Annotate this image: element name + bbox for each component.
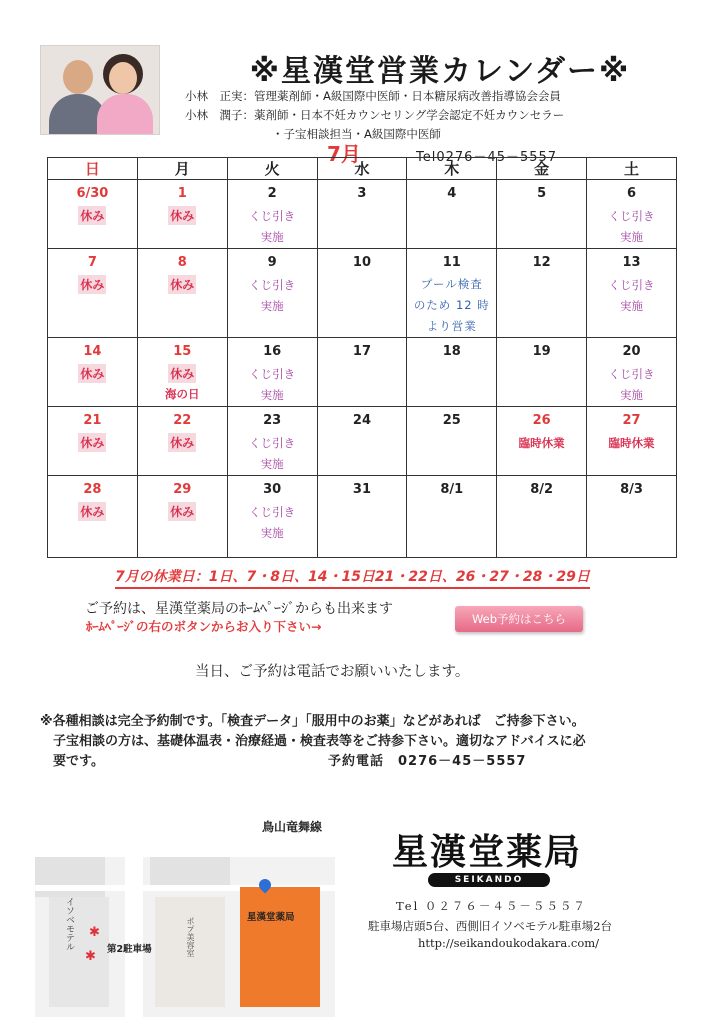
pharmacy-building — [240, 887, 320, 1007]
temporary-closure: 臨時休業 — [518, 436, 565, 450]
day-number: 20 — [622, 344, 641, 359]
weekday-wed: 水 — [317, 158, 407, 180]
day-number: 13 — [622, 255, 641, 270]
closed-label: 休み — [168, 433, 196, 452]
lottery-note: くじ引き 実施 — [608, 209, 655, 244]
lottery-note: くじ引き 実施 — [249, 209, 296, 244]
day-cell — [227, 249, 317, 338]
day-number: 18 — [442, 344, 461, 359]
day-cell — [137, 407, 227, 476]
day-cell — [48, 249, 138, 338]
consultation-note-3: 要です。 — [53, 754, 104, 769]
weekday-header — [48, 158, 677, 180]
closed-label: 休み — [78, 502, 106, 521]
day-cell — [407, 249, 497, 338]
temporary-closure: 臨時休業 — [608, 436, 655, 450]
day-number: 14 — [83, 344, 102, 359]
day-cell — [317, 338, 407, 407]
day-cell — [137, 338, 227, 407]
week-row — [48, 249, 677, 338]
day-number: 22 — [173, 413, 192, 428]
closed-label: 休み — [78, 364, 106, 383]
closed-label: 休み — [78, 433, 106, 452]
day-cell — [587, 249, 677, 338]
day-cell — [407, 180, 497, 249]
day-number: 15 — [173, 344, 192, 359]
day-cell — [587, 180, 677, 249]
parking-star-icon: ✱ — [89, 925, 100, 940]
consultation-note-2: 子宝相談の方は、基礎体温表・治療経過・検査表等をご持参下さい。適切なアドバイスに必 — [53, 734, 586, 749]
day-cell — [317, 476, 407, 558]
weekday-tue: 火 — [227, 158, 317, 180]
day-number: 1 — [177, 186, 187, 201]
web-reservation-button[interactable]: Web予約はこちら — [455, 606, 583, 632]
reservation-info: ご予約は、星漢堂薬局のﾎｰﾑﾍﾟｰｼﾞからも出来ます — [85, 601, 393, 617]
day-number: 4 — [447, 186, 457, 201]
day-cell — [317, 249, 407, 338]
business-calendar — [47, 157, 677, 558]
closed-days-summary: 7月の休業日：1日、7・8日、14・15日21・22日、26・27・28・29日 — [115, 566, 590, 586]
footer-parking: 駐車場店頭5台、西側旧イソベモテル駐車場2台 — [368, 919, 613, 933]
staff-line-3: ・子宝相談担当・A級国際中医師 — [272, 127, 441, 141]
road-label: 鳥山竜舞線 — [262, 820, 323, 834]
lottery-note: くじ引き 実施 — [608, 367, 655, 402]
motel-map-label: イソベモテル — [64, 897, 74, 951]
footer-url[interactable]: http://seikandoukodakara.com/ — [418, 936, 600, 950]
day-number: 16 — [263, 344, 282, 359]
weekday-sun: 日 — [48, 158, 138, 180]
day-cell — [587, 338, 677, 407]
lottery-note: くじ引き 実施 — [608, 278, 655, 313]
day-cell — [317, 407, 407, 476]
day-cell — [137, 476, 227, 558]
lottery-note: くじ引き 実施 — [249, 505, 296, 540]
day-number: 28 — [83, 482, 102, 497]
weekday-mon: 月 — [137, 158, 227, 180]
pool-inspection-note: プール検査 のため 12 時 より営業 — [413, 277, 490, 333]
day-number: 9 — [267, 255, 277, 270]
day-cell — [48, 180, 138, 249]
day-cell — [407, 476, 497, 558]
day-cell — [497, 407, 587, 476]
header-phone: Tel0276－45－5557 — [416, 150, 558, 165]
day-cell — [497, 249, 587, 338]
day-cell — [497, 180, 587, 249]
day-number: 26 — [532, 413, 551, 428]
closed-label: 休み — [168, 275, 196, 294]
day-cell — [227, 476, 317, 558]
week-row — [48, 338, 677, 407]
logo-subtitle: SEIKANDO — [428, 873, 550, 887]
day-number: 6 — [627, 186, 637, 201]
day-cell — [48, 407, 138, 476]
closed-label: 休み — [168, 206, 196, 225]
day-number: 7 — [87, 255, 97, 270]
pharmacy-logo: 星漢堂薬局 — [391, 831, 582, 873]
parking-star-icon: ✱ — [85, 949, 96, 964]
day-number: 8 — [177, 255, 187, 270]
page-title: ※星漢堂営業カレンダー※ — [249, 54, 631, 89]
day-number: 3 — [357, 186, 367, 201]
closed-label: 休み — [168, 364, 196, 383]
closed-label: 休み — [78, 275, 106, 294]
day-cell — [407, 338, 497, 407]
weekday-fri: 金 — [497, 158, 587, 180]
day-cell — [587, 476, 677, 558]
day-number: 8/3 — [620, 482, 643, 497]
day-cell — [407, 407, 497, 476]
day-cell — [137, 180, 227, 249]
day-number: 21 — [83, 413, 102, 428]
footer-phone: Tel ０２７６－４５－５５５７ — [396, 899, 587, 913]
month-label: 7月 — [327, 142, 361, 166]
day-number: 25 — [442, 413, 461, 428]
day-cell — [227, 338, 317, 407]
weekday-thu: 木 — [407, 158, 497, 180]
day-number: 8/2 — [530, 482, 554, 497]
day-number: 30 — [263, 482, 282, 497]
holiday-name: 海の日 — [165, 387, 200, 401]
reservation-hint: ﾎｰﾑﾍﾟｰｼﾞの右のボタンからお入り下さい→ — [86, 619, 322, 634]
day-cell — [48, 338, 138, 407]
day-number: 2 — [267, 186, 277, 201]
same-day-notice: 当日、ご予約は電話でお願いいたします。 — [195, 664, 470, 680]
weekday-sat: 土 — [587, 158, 677, 180]
week-row — [48, 407, 677, 476]
day-number: 5 — [537, 186, 547, 201]
day-cell — [497, 476, 587, 558]
day-number: 24 — [352, 413, 371, 428]
consultation-note-1: ※各種相談は完全予約制です。「検査データ」「服用中のお薬」などがあれば ご持参下さい。 — [40, 714, 585, 729]
day-number: 27 — [622, 413, 641, 428]
lottery-note: くじ引き 実施 — [249, 367, 296, 402]
day-number: 17 — [352, 344, 371, 359]
day-number: 29 — [173, 482, 192, 497]
week-row — [48, 180, 677, 249]
day-number: 12 — [532, 255, 551, 270]
staff-line-2: 小林 潤子：薬剤師・日本不妊カウンセリング学会認定不妊カウンセラー — [185, 108, 565, 122]
staff-line-1: 小林 正実：管理薬剤師・A級国際中医師・日本糖尿病改善指導協会会員 — [185, 89, 561, 103]
day-cell — [227, 180, 317, 249]
day-cell — [317, 180, 407, 249]
day-cell — [48, 476, 138, 558]
week-row — [48, 476, 677, 558]
closed-label: 休み — [168, 502, 196, 521]
pharmacy-map-label: 星漢堂薬局 — [247, 912, 295, 923]
lottery-note: くじ引き 実施 — [249, 436, 296, 471]
lottery-note: くじ引き 実施 — [249, 278, 296, 313]
day-number: 8/1 — [440, 482, 464, 497]
owners-photo — [40, 45, 160, 135]
day-cell — [227, 407, 317, 476]
day-cell — [497, 338, 587, 407]
salon-map-label: ポプ美容室 — [186, 917, 195, 957]
day-cell — [587, 407, 677, 476]
day-number: 31 — [352, 482, 371, 497]
parking-2-label: 第2駐車場 — [107, 944, 152, 955]
reservation-phone: 予約電話 0276－45－5557 — [328, 754, 527, 769]
day-number: 6/30 — [76, 186, 109, 201]
day-number: 11 — [442, 255, 461, 270]
day-cell — [137, 249, 227, 338]
closed-label: 休み — [78, 206, 106, 225]
access-map — [35, 857, 335, 1017]
day-number: 10 — [352, 255, 371, 270]
day-number: 19 — [532, 344, 551, 359]
day-number: 23 — [263, 413, 282, 428]
